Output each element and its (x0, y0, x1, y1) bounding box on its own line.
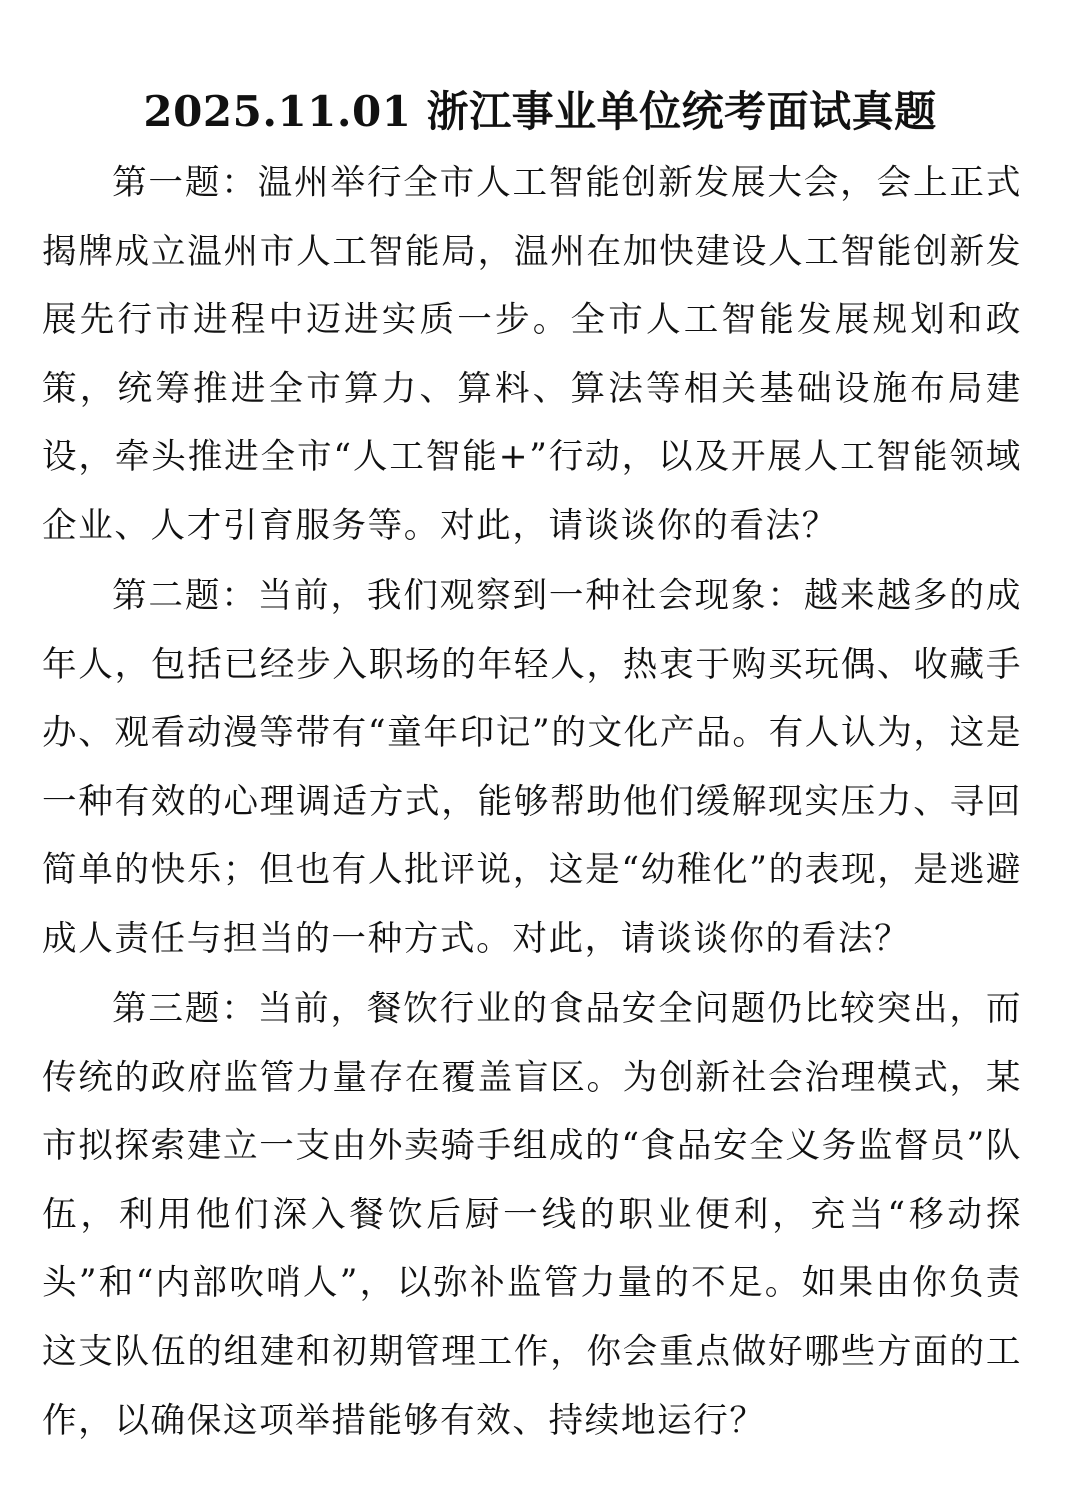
question-2: 第二题：当前，我们观察到一种社会现象：越来越多的成年人，包括已经步入职场的年轻人，热衷于购买玩偶、收藏手办、观看动漫等带有“童年印记”的文化产品。有人认为，这是一种有效的心理调适方式，能够帮助他们缓解现实压力、寻回简单的快乐；但也有人批评说，这是“幼稚化”的表现，是逃避成人责任与担当的一种方式。对此，请谈谈你的看法？ (42, 576, 1022, 959)
question-1: 第一题：温州举行全市人工智能创新发展大会，会上正式揭牌成立温州市人工智能局，温州在加快建设人工智能创新发展先行市进程中迈进实质一步。全市人工智能发展规划和政策，统筹推进全市算力、算料、算法等相关基础设施布局建设，牵头推进全市“人工智能+”行动，以及开展人工智能领域企业、人才引育服务等。对此，请谈谈你的看法？ (42, 163, 1022, 546)
page-title: 2025.11.01 浙江事业单位统考面试真题 (143, 87, 937, 136)
question-3: 第三题：当前，餐饮行业的食品安全问题仍比较突出，而传统的政府监管力量存在覆盖盲区。为创新社会治理模式，某市拟探索建立一支由外卖骑手组成的“食品安全义务监督员”队伍，利用他们深入餐饮后厨一线的职业便利，充当“移动探头”和“内部吹哨人”，以弥补监管力量的不足。如果由你负责这支队伍的组建和初期管理工作，你会重点做好哪些方面的工作，以确保这项举措能够有效、持续地运行？ (42, 989, 1022, 1441)
